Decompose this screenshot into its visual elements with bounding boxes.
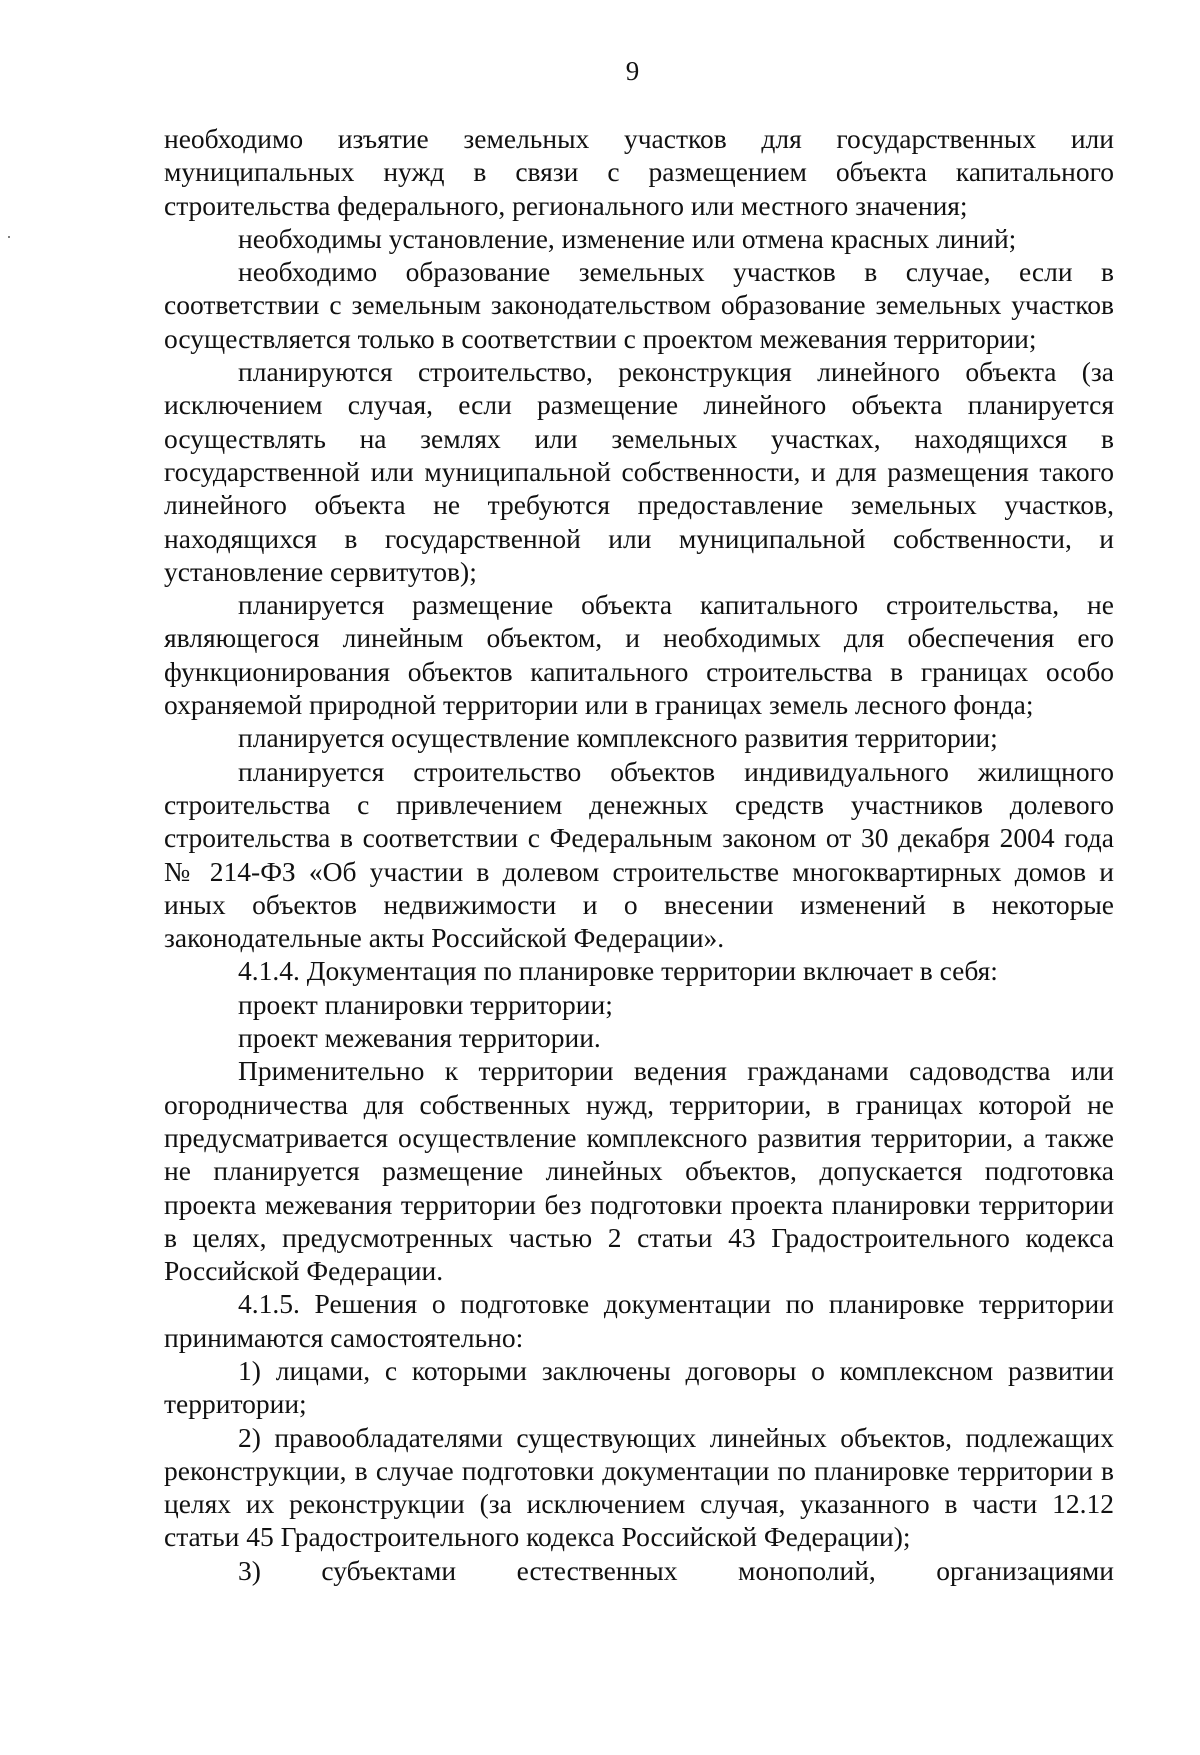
- paragraph-11: Применительно к территории ведения гражданами садоводства или огородничества для собственных нужд, территории, в границах которой не предусматривается осуществление комплексного развития территории, а также не планируется размещение линейных объектов, допускается подготовка проекта межевания территории без подготовки проекта планировки территории в целях, предусмотренных частью 2 статьи 43 Градостроительного кодекса Российской Федерации.: [164, 1055, 1114, 1287]
- list-item-planning-project: проект планировки территории;: [238, 988, 613, 1020]
- list-item-3: 3) субъектами естественных монополий, организациями: [238, 1554, 1114, 1586]
- paragraph-4: планируются строительство, реконструкция линейного объекта (за исключением случая, если размещение линейного объекта планируется осуществлять на землях или земельных участках, находящихся в государственной или муниципальной собственности, и для размещения такого линейного объекта не требуются предоставление земельных участков, находящихся в государственной или муниципальной собственности, и установление сервитутов);: [164, 356, 1114, 587]
- list-item-surveying-project: проект межевания территории.: [238, 1022, 601, 1054]
- document-body: [164, 122, 1114, 1587]
- section-4-1-5-heading: 4.1.5. Решения о подготовке документации по планировке территории принимаются самостоятельно:: [164, 1288, 1114, 1353]
- list-item-2: 2) правообладателями существующих линейных объектов, подлежащих реконструкции, в случае подготовки документации по планировке территории в целях их реконструкции (за исключением случая, указанного в части 12.12 статьи 45 Градостроительного кодекса Российской Федерации);: [164, 1421, 1114, 1553]
- paragraph-3: необходимо образование земельных участков в случае, если в соответствии с земельным законодательством образование земельных участков осуществляется только в соответствии с проектом межевания территории;: [164, 256, 1114, 354]
- list-item-1: 1) лицами, с которыми заключены договоры о комплексном развитии территории;: [164, 1354, 1114, 1420]
- scan-speck: [8, 236, 10, 238]
- paragraph-1: необходимо изъятие земельных участков для государственных или муниципальных нужд в связи с размещением объекта капитального строительства федерального, регионального или местного значения;: [164, 123, 1114, 221]
- paragraph-7: планируется строительство объектов индивидуального жилищного строительства с привлечением денежных средств участников долевого строительства в соответствии с Федеральным законом от 30 декабря 2004 года № 214-ФЗ «Об участии в долевом строительстве многоквартирных домов и иных объектов недвижимости и о внесении изменений в некоторые законодательные акты Российской Федерации».: [164, 755, 1114, 954]
- page-number: 9: [625, 56, 640, 86]
- section-4-1-4-heading: 4.1.4. Документация по планировке территории включает в себя:: [238, 955, 998, 987]
- paragraph-5: планируется размещение объекта капитального строительства, не являющегося линейным объектом, и необходимых для обеспечения его функционирования объектов капитального строительства в границах особо охраняемой природной территории или в границах земель лесного фонда;: [164, 589, 1114, 721]
- paragraph-6: планируется осуществление комплексного развития территории;: [238, 722, 998, 754]
- paragraph-2: необходимы установление, изменение или отмена красных линий;: [238, 222, 1017, 254]
